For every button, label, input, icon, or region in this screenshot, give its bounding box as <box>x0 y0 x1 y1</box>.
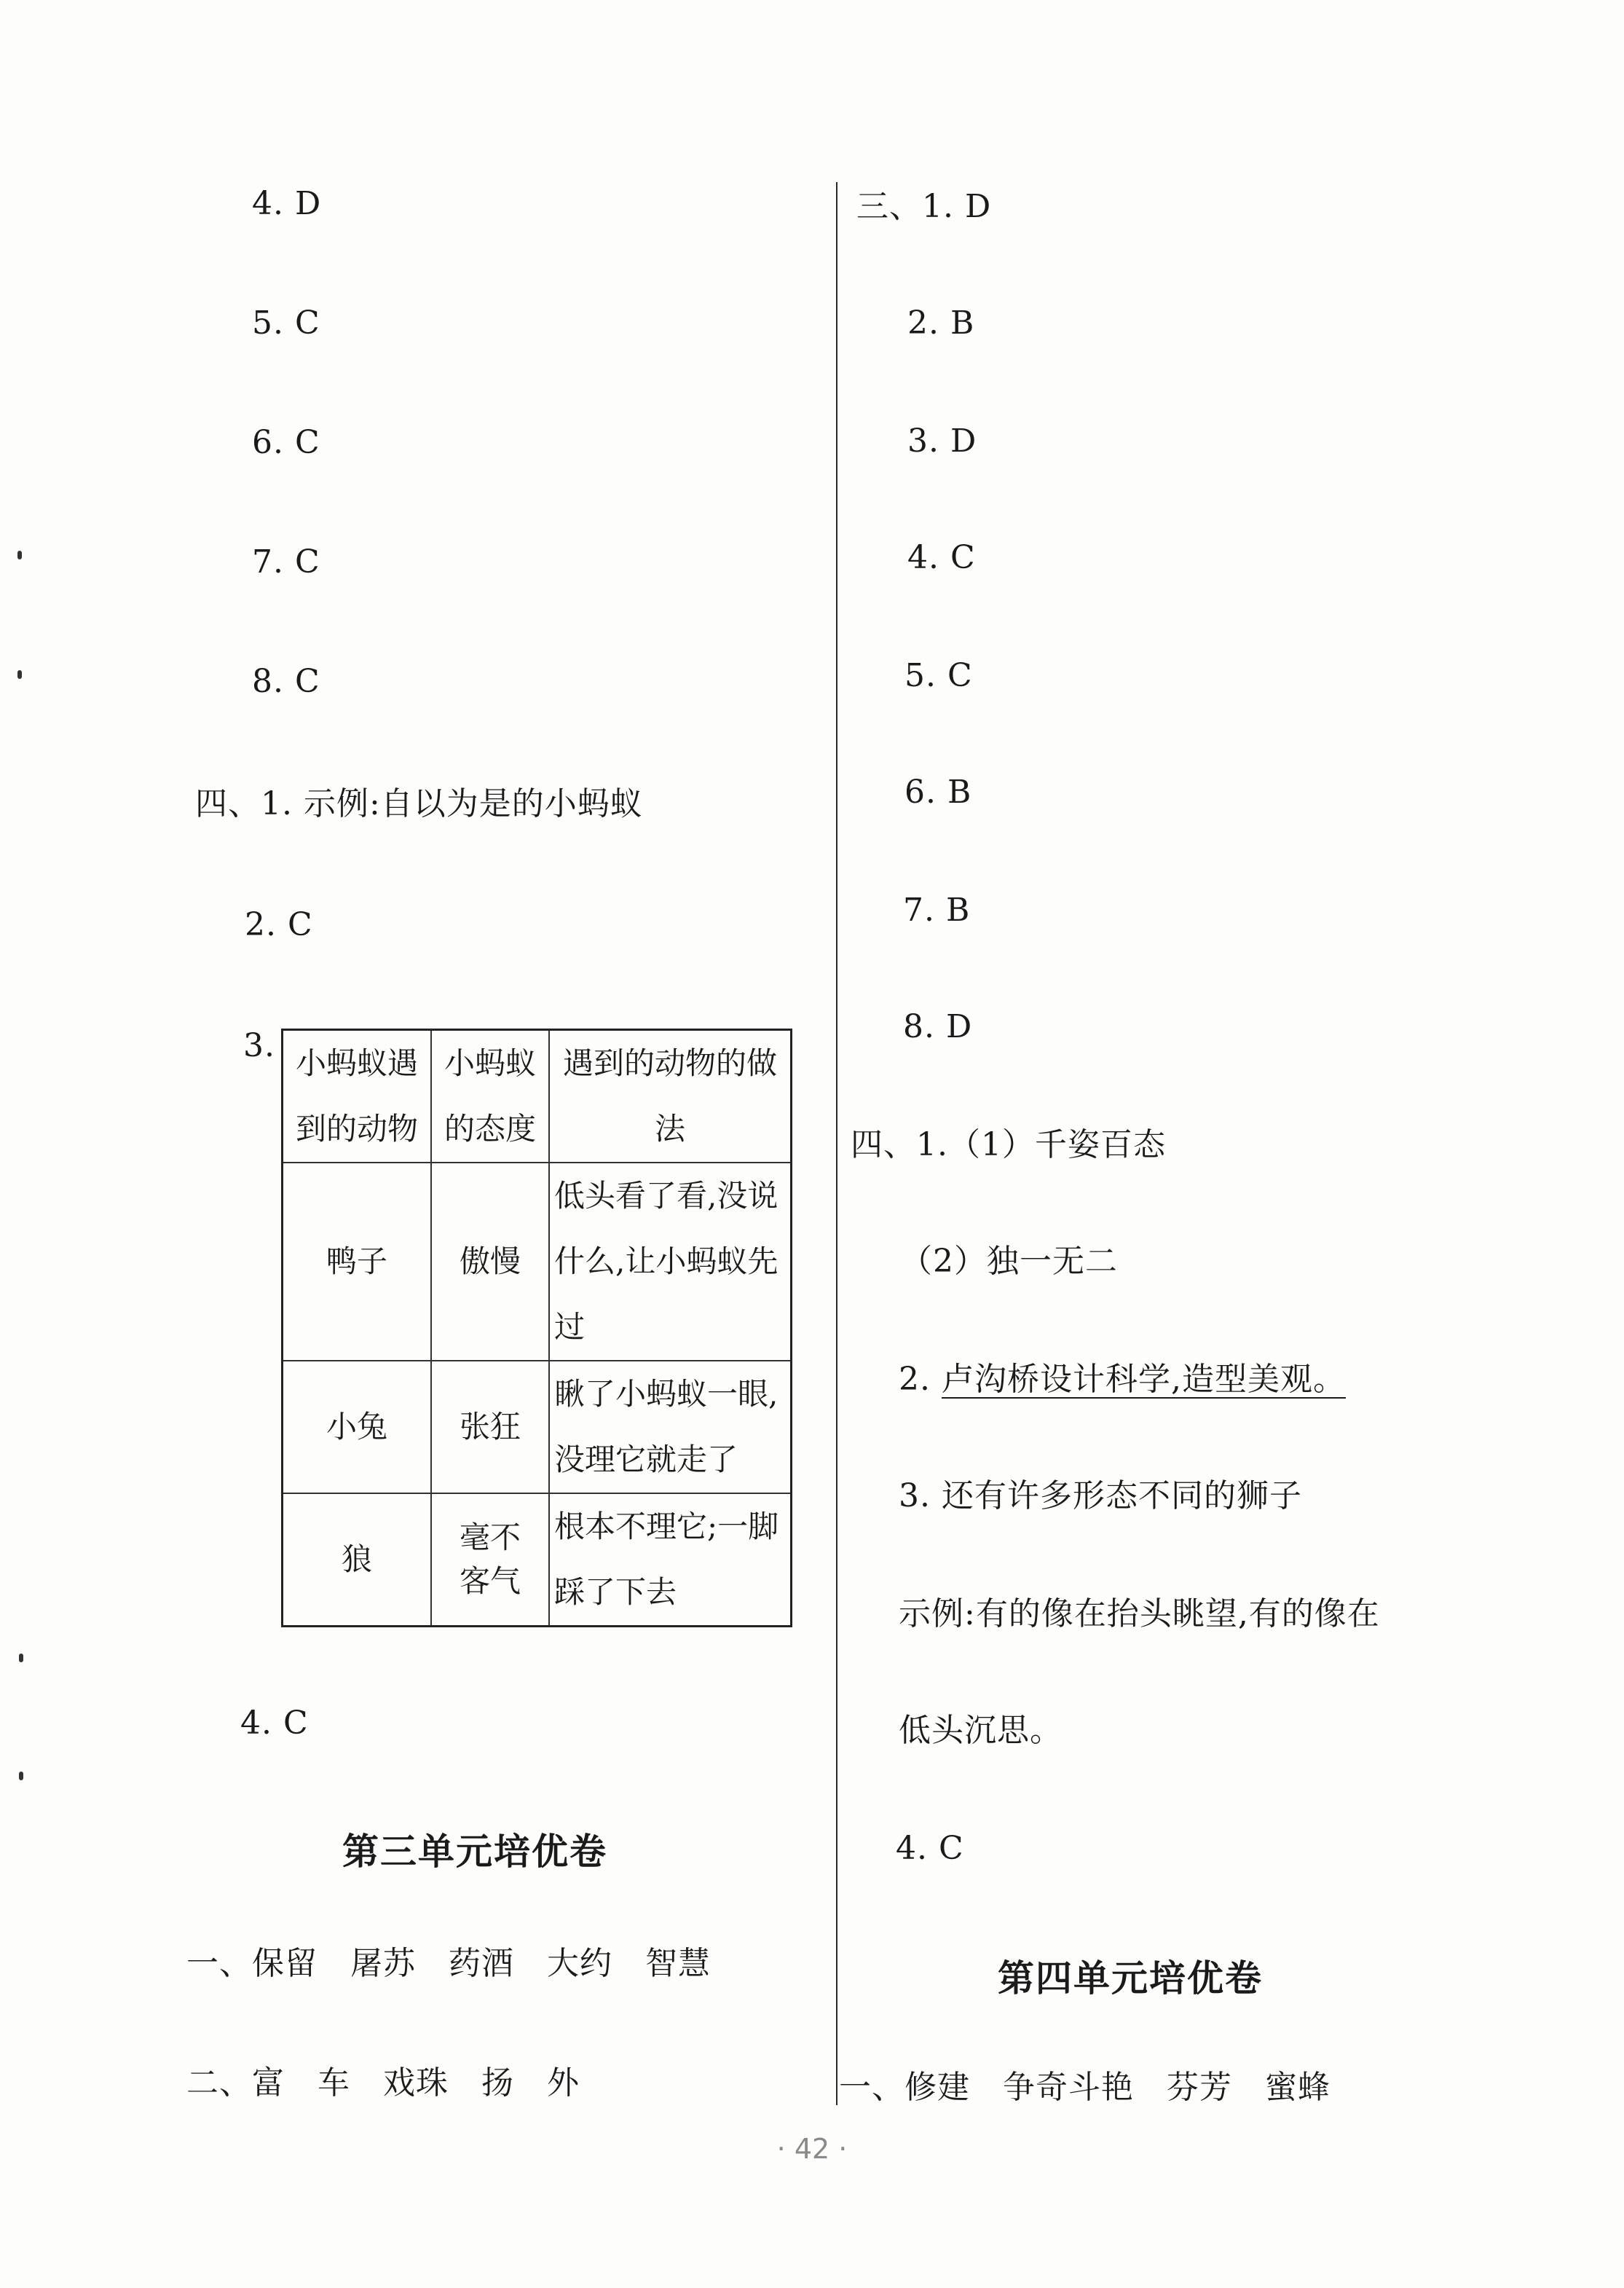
section3-q5: 5. C <box>904 657 973 694</box>
section3-q2: 2. B <box>907 304 975 342</box>
table-cell: 瞅了小蚂蚁一眼,没理它就走了 <box>549 1361 792 1493</box>
answer-6: 6. C <box>252 424 320 461</box>
unit3-title: 第三单元培优卷 <box>342 1831 607 1873</box>
right-section4-q4: 4. C <box>896 1830 964 1867</box>
unit3-line1: 一、保留 屠苏 药酒 大约 智慧 <box>186 1945 711 1982</box>
right-section4-q1a: 四、1.（1）千姿百态 <box>851 1126 1166 1163</box>
right-section4-q1b: （2）独一无二 <box>900 1243 1118 1280</box>
answer-table <box>281 1029 792 1627</box>
table-header: 小蚂蚁的态度 <box>431 1030 549 1163</box>
answer-7: 7. C <box>252 543 320 581</box>
unit3-line2: 二、富 车 戏珠 扬 外 <box>186 2064 580 2102</box>
right-section4-q3: 3. 还有许多形态不同的狮子 <box>899 1477 1302 1514</box>
table-cell: 毫不客气 <box>431 1493 549 1627</box>
table-cell: 张狂 <box>431 1361 549 1493</box>
binding-mark <box>17 551 22 559</box>
table-row <box>283 1361 792 1493</box>
section4-q2: 2. C <box>245 906 313 943</box>
section3-q6: 6. B <box>904 774 972 811</box>
table-row <box>283 1163 792 1361</box>
right-section4-q2 <box>899 1361 1346 1398</box>
section3-q8: 8. D <box>903 1008 973 1045</box>
section4-q1: 四、1. 示例:自以为是的小蚂蚁 <box>195 785 643 822</box>
section3-q1: 三、1. D <box>856 188 992 225</box>
answer-4: 4. D <box>252 185 322 222</box>
table-header: 遇到的动物的做法 <box>549 1030 792 1163</box>
unit4-line1: 一、修建 争奇斗艳 芬芳 蜜蜂 <box>839 2069 1331 2106</box>
section3-q7: 7. B <box>903 892 971 929</box>
q2-prefix: 2. <box>899 1361 942 1398</box>
table-cell: 低头看了看,没说什么,让小蚂蚁先过 <box>549 1163 792 1361</box>
unit4-title: 第四单元培优卷 <box>998 1957 1263 2000</box>
binding-mark <box>19 1772 23 1780</box>
q2-underlined-answer: 卢沟桥设计科学,造型美观。 <box>941 1361 1346 1398</box>
column-divider <box>836 182 837 2105</box>
binding-mark <box>19 1654 23 1662</box>
right-section4-q3-example-1: 示例:有的像在抬头眺望,有的像在 <box>899 1595 1380 1632</box>
table-row <box>283 1493 792 1627</box>
section3-q4: 4. C <box>907 539 976 576</box>
table-header: 小蚂蚁遇到的动物 <box>283 1030 432 1163</box>
table-cell: 傲慢 <box>431 1163 549 1361</box>
table-cell: 狼 <box>283 1493 432 1627</box>
section4-q4: 4. C <box>240 1705 309 1742</box>
right-section4-q3-example-2: 低头沉思。 <box>899 1712 1063 1749</box>
table-header-row <box>283 1030 792 1163</box>
section3-q3: 3. D <box>907 422 977 460</box>
answer-8: 8. C <box>252 663 320 700</box>
answer-5: 5. C <box>252 304 320 342</box>
section4-q3-label: 3. <box>243 1027 275 1064</box>
table-cell: 小兔 <box>283 1361 432 1493</box>
table-cell: 根本不理它;一脚踩了下去 <box>549 1493 792 1627</box>
table-cell: 鸭子 <box>283 1163 432 1361</box>
page-number: · 42 · <box>776 2133 848 2165</box>
binding-mark <box>17 670 22 679</box>
